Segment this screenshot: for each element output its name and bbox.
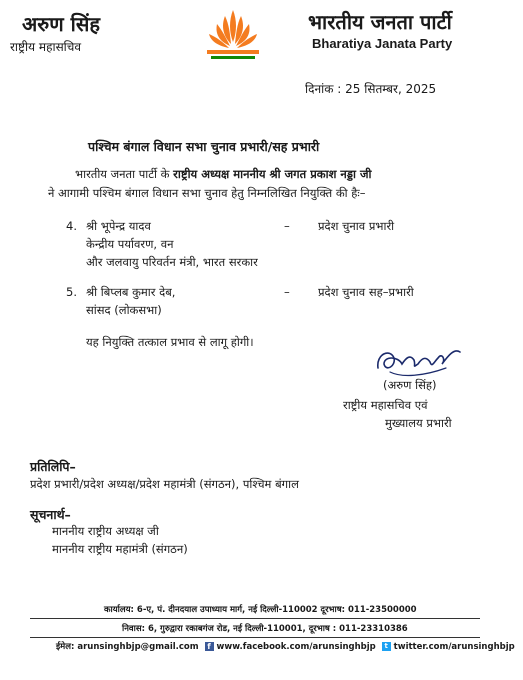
letter-date: दिनांक : 25 सितम्बर, 2025 — [305, 82, 437, 96]
appointee-detail: केन्द्रीय पर्यावरण, वन — [86, 237, 174, 251]
party-name-hindi: भारतीय जनता पार्टी — [308, 10, 452, 34]
signatory-name: (अरुण सिंह) — [383, 378, 437, 392]
appointment-role: प्रदेश चुनाव प्रभारी — [318, 219, 395, 233]
footer-divider — [30, 618, 480, 619]
facebook-icon: f — [205, 642, 214, 651]
signatory-designation: राष्ट्रीय महासचिव एवं — [343, 398, 428, 412]
body-paragraph-line1 — [75, 167, 372, 182]
subject-heading: पश्चिम बंगाल विधान सभा चुनाव प्रभारी/सह प्रभारी — [88, 139, 320, 154]
appointment-number: 4. — [66, 219, 77, 233]
appointee-detail: और जलवायु परिवर्तन मंत्री, भारत सरकार — [86, 255, 258, 269]
lotus-logo — [203, 6, 263, 64]
appointee-detail: सांसद (लोकसभा) — [86, 303, 162, 317]
appointment-dash: – — [284, 219, 290, 233]
footer-divider — [30, 637, 480, 638]
footer-email[interactable]: ईमेल: arunsinghbjp@gmail.com — [56, 642, 199, 652]
appointee-name: श्री बिप्लब कुमार देब, — [86, 285, 176, 299]
appointee-name: श्री भूपेन्द्र यादव — [86, 219, 151, 233]
appointment-number: 5. — [66, 285, 77, 299]
sender-designation: राष्ट्रीय महासचिव — [10, 40, 82, 54]
footer-residence-address: निवास: 6, गुरुद्वारा रकाबगंज रोड, नई दिल्ली-110001, दूरभाष : 011-23310386 — [122, 624, 408, 634]
copy-to-line: प्रदेश प्रभारी/प्रदेश अध्यक्ष/प्रदेश महामंत्री (संगठन), पश्चिम बंगाल — [30, 477, 299, 491]
copy-to-heading: प्रतिलिपि– — [30, 459, 76, 474]
body-paragraph-line2: ने आगामी पश्चिम बंगाल विधान सभा चुनाव हेतु निम्नलिखित नियुक्ति की हैः– — [48, 186, 366, 200]
sender-name: अरुण सिंह — [22, 12, 100, 36]
footer-facebook-link[interactable]: www.facebook.com/arunsinghbjp — [216, 642, 376, 652]
for-info-line: माननीय राष्ट्रीय महामंत्री (संगठन) — [52, 542, 188, 556]
body-text-start: भारतीय जनता पार्टी के — [75, 167, 174, 181]
for-info-line: माननीय राष्ट्रीय अध्यक्ष जी — [52, 524, 159, 538]
appointment-role: प्रदेश चुनाव सह–प्रभारी — [318, 285, 414, 299]
body-text-bold: राष्ट्रीय अध्यक्ष माननीय श्री जगत प्रकाश नड्डा जी — [173, 167, 372, 181]
footer-contacts — [56, 641, 515, 652]
twitter-icon: t — [382, 642, 391, 651]
signatory-designation: मुख्यालय प्रभारी — [385, 416, 452, 430]
footer-office-address: कार्यालय: 6-ए, पं. दीनदयाल उपाध्याय मार्ग, नई दिल्ली-110002 दूरभाष: 011-23500000 — [104, 605, 417, 615]
footer-twitter-link[interactable]: twitter.com/arunsinghbjp — [393, 642, 515, 652]
for-info-heading: सूचनार्थ– — [30, 507, 71, 522]
party-name-english: Bharatiya Janata Party — [312, 36, 453, 51]
effect-line: यह नियुक्ति तत्काल प्रभाव से लागू होगी। — [86, 335, 254, 349]
appointment-dash: – — [284, 285, 290, 299]
